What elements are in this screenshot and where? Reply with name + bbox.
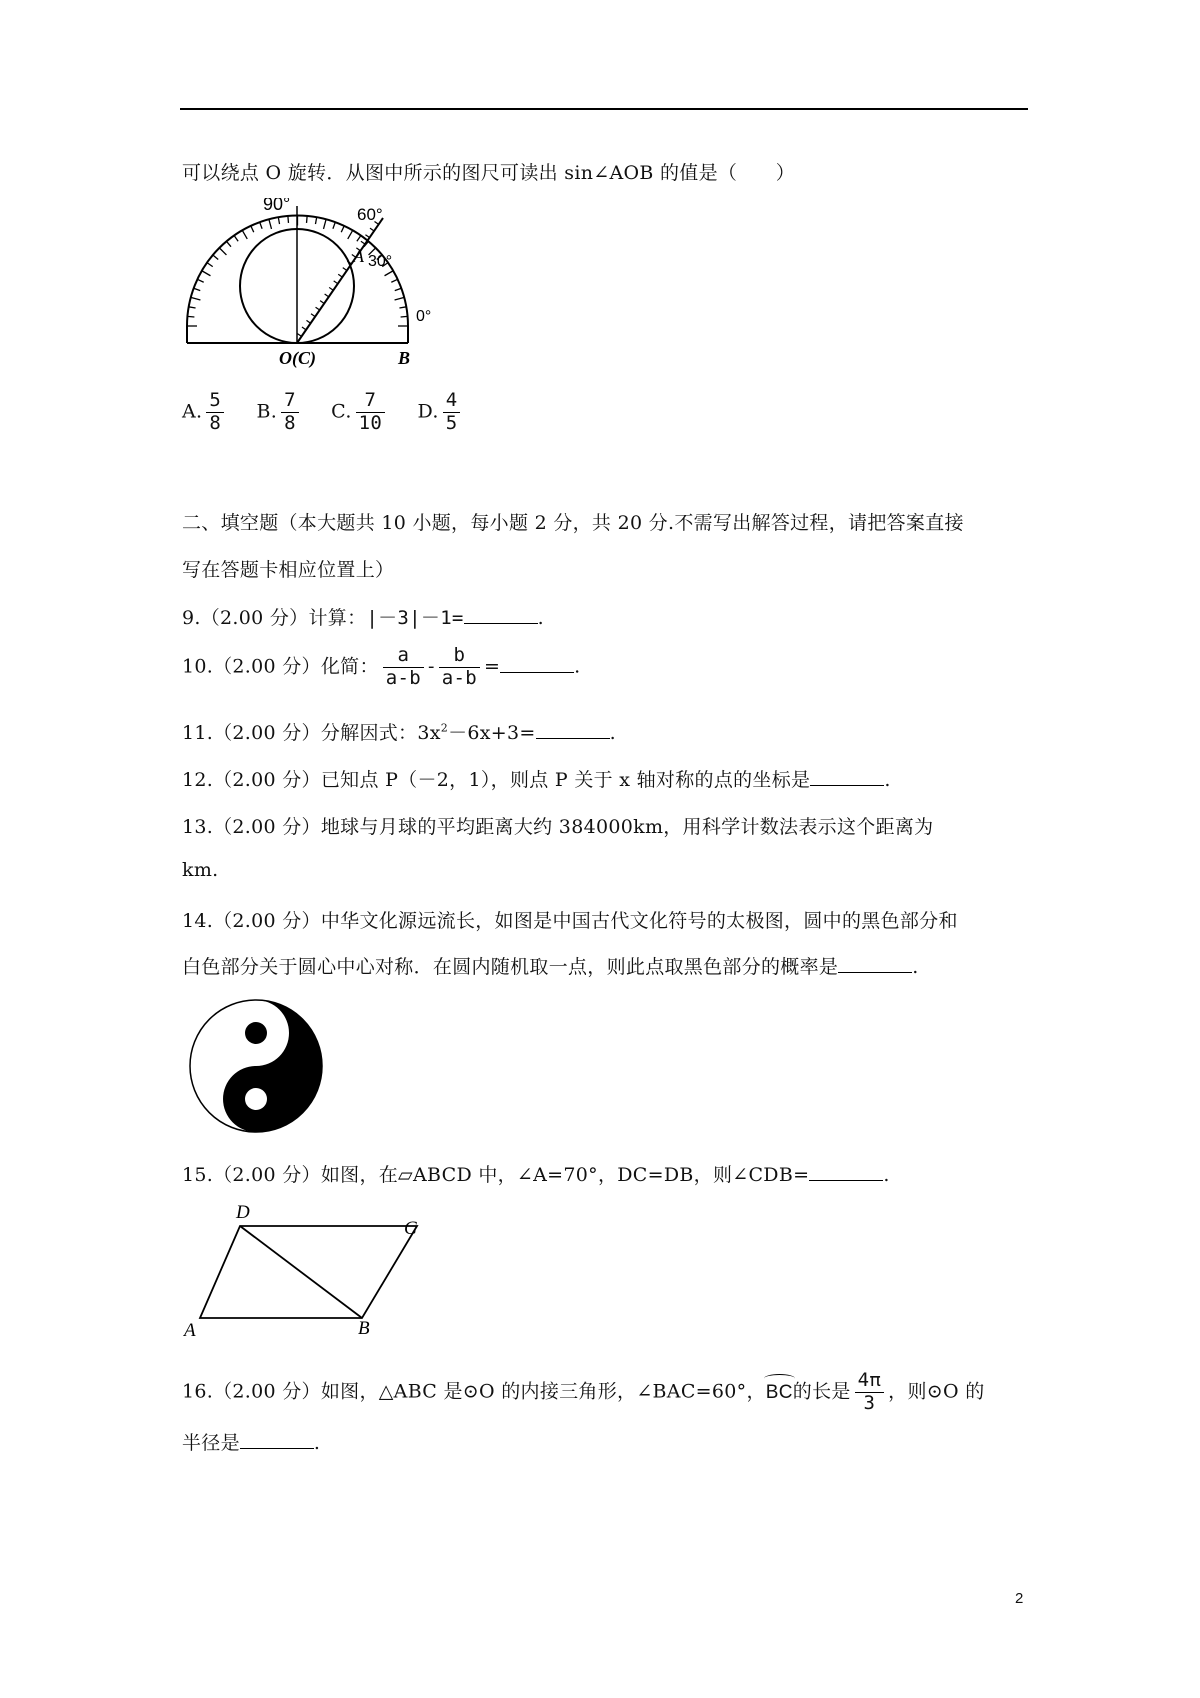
protractor-tick: [401, 316, 408, 317]
q13-line2: km.: [182, 859, 219, 881]
protractor-tick: [189, 307, 196, 308]
option-b[interactable]: B. $\frac{7}{8}$: [256, 390, 302, 435]
q14-line1: 14.（2.00 分）中华文化源远流长，如图是中国古代文化符号的太极图，圆中的黑色部分和: [182, 910, 958, 932]
protractor-tick: [191, 297, 201, 300]
protractor-tick: [357, 235, 361, 241]
protractor-tick: [202, 271, 211, 276]
ruler-tick: [361, 241, 365, 244]
protractor-tick: [385, 271, 394, 276]
protractor-tick: [288, 216, 289, 223]
q16-line1: 16.（2.00 分）如图，△ABC 是⊙O 的内接三角形，∠BAC=60°， BC的长是 $\frac{4\pi}{3}$ ，则⊙O 的: [182, 1369, 985, 1415]
parallelogram-figure: [180, 1200, 430, 1340]
protractor-tick: [197, 279, 203, 282]
label-90: 90°: [263, 198, 291, 214]
q9: 9.（2.00 分）计算：|－3|－1= .: [182, 607, 545, 629]
answer-blank[interactable]: [810, 769, 884, 786]
q10: 10.（2.00 分）化简： $\frac{a}{a-b}$ - $\frac{b}{a-b}$ = .: [182, 644, 581, 690]
ruler-tick: [302, 327, 306, 330]
answer-blank[interactable]: [500, 656, 574, 673]
protractor-tick: [219, 248, 226, 255]
label-30: 30°: [368, 253, 393, 270]
ruler-tick: [329, 287, 333, 290]
answer-blank[interactable]: [809, 1164, 883, 1181]
ruler-tick: [320, 301, 324, 304]
section2-heading-line1: 二、填空题（本大题共 10 小题，每小题 2 分，共 20 分.不需写出解答过程，请把答案直接: [182, 512, 964, 534]
protractor-tick: [242, 230, 247, 239]
protractor-tick: [324, 219, 327, 229]
q12: 12.（2.00 分）已知点 P（－2，1），则点 P 关于 x 轴对称的点的坐标是 .: [182, 769, 891, 791]
ruler-tick: [338, 274, 342, 277]
ruler-tick: [370, 228, 374, 231]
ruler-tick: [297, 334, 301, 337]
section2-heading-line2: 写在答题卡相应位置上）: [182, 559, 395, 581]
q14-line2: 白色部分关于圆心中心对称．在圆内随机取一点，则此点取黑色部分的概率是 .: [182, 956, 919, 978]
protractor-tick: [260, 222, 262, 229]
answer-blank[interactable]: [464, 607, 538, 624]
protractor-tick: [251, 226, 254, 232]
q11: 11.（2.00 分）分解因式：$3x^2-6x+3=$ .: [182, 721, 616, 744]
label-b: B: [398, 348, 411, 368]
q8-stem: 可以绕点 O 旋转．从图中所示的图尺可读出 sin∠AOB 的值是（ ）: [182, 162, 796, 184]
q15: 15.（2.00 分）如图，在▱ABCD 中，∠A=70°，DC=DB，则∠CDB= .: [182, 1164, 890, 1186]
answer-blank[interactable]: [838, 956, 912, 973]
answer-blank[interactable]: [240, 1432, 314, 1449]
protractor-tick: [391, 279, 397, 282]
option-c[interactable]: C. $\frac{7}{10}$: [331, 390, 389, 435]
protractor-tick: [348, 230, 353, 239]
protractor-tick: [278, 217, 279, 224]
taiji-figure: [186, 996, 326, 1136]
ruler-tick: [334, 281, 338, 284]
protractor-tick: [187, 316, 194, 317]
option-a[interactable]: A. $\frac{5}{8}$: [182, 390, 228, 435]
q16-line2: 半径是 .: [182, 1432, 321, 1454]
option-d[interactable]: D. $\frac{4}{5}$: [418, 390, 465, 435]
ruler-tick: [325, 294, 329, 297]
label-d: D: [236, 1202, 250, 1223]
arc-bc: BC: [766, 1382, 793, 1404]
protractor-tick: [341, 226, 344, 232]
protractor-tick: [234, 235, 238, 241]
label-b: B: [358, 1318, 370, 1339]
header-rule: [180, 108, 1028, 110]
ruler-tick: [311, 314, 315, 317]
protractor-tick: [207, 263, 213, 267]
protractor-tick: [307, 216, 308, 223]
protractor-tick: [194, 288, 201, 290]
protractor-figure: [175, 198, 455, 370]
protractor-tick: [213, 255, 218, 259]
label-c: C: [404, 1218, 417, 1239]
answer-blank[interactable]: [536, 722, 610, 739]
protractor-tick: [315, 217, 316, 224]
q8-options: [182, 390, 486, 435]
page-number: 2: [1015, 1590, 1024, 1607]
q13-line1: 13.（2.00 分）地球与月球的平均距离大约 384000km，用科学计数法表示这个距离为: [182, 816, 934, 838]
protractor-tick: [333, 222, 335, 229]
protractor-tick: [269, 219, 272, 229]
ruler-tick: [343, 268, 347, 271]
protractor-tick: [395, 288, 402, 290]
ruler-tick: [306, 320, 310, 323]
label-60: 60°: [357, 205, 383, 224]
label-oc: O(C): [279, 348, 316, 368]
protractor-tick: [399, 307, 406, 308]
ruler-tick: [316, 307, 320, 310]
label-0: 0°: [416, 308, 432, 325]
protractor-tick: [226, 241, 230, 246]
label-a: A: [353, 246, 364, 266]
ruler-tick: [365, 235, 369, 238]
label-a: A: [184, 1320, 196, 1340]
protractor-tick: [395, 297, 405, 300]
